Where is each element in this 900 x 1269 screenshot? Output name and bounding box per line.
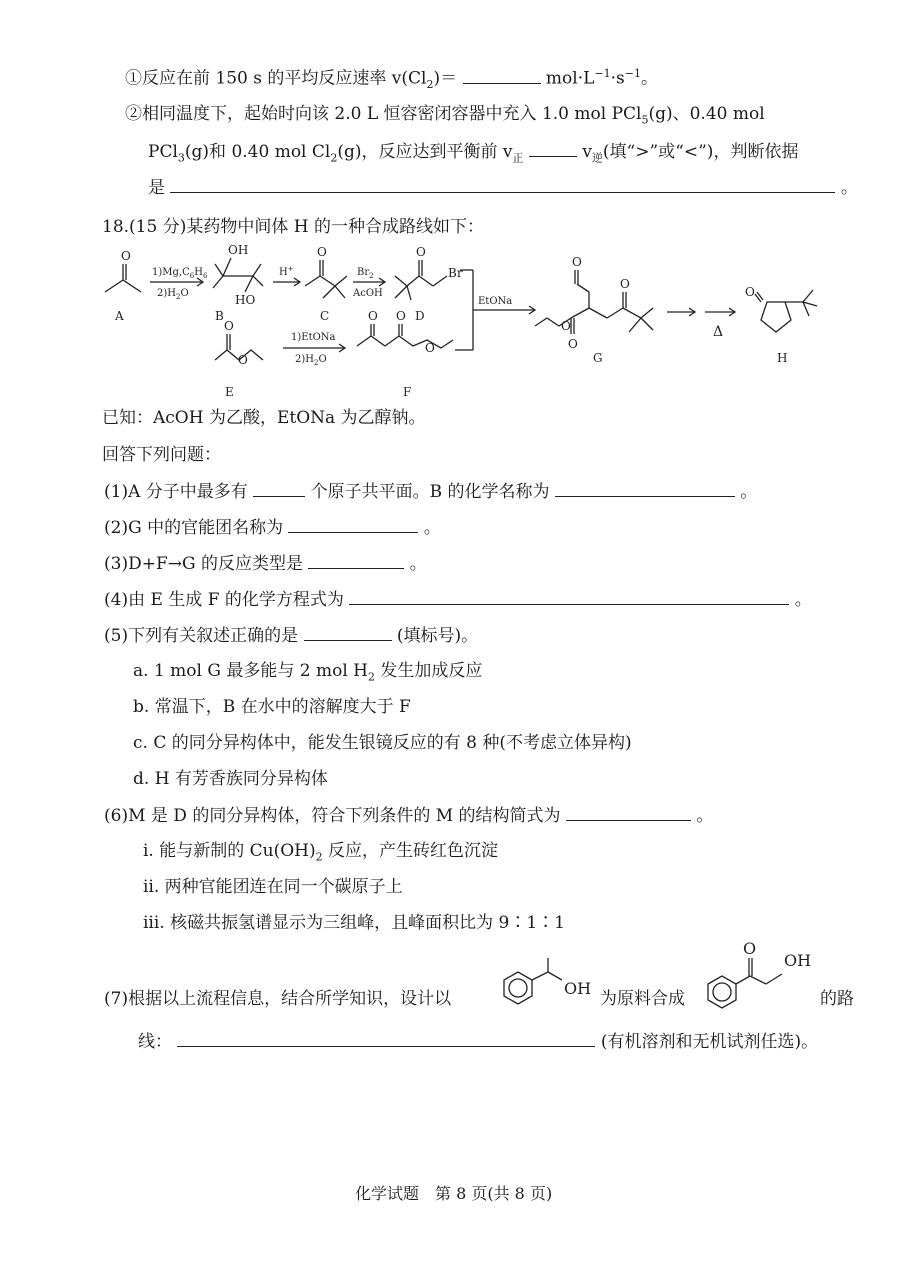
- question-5: (5)下列有关叙述正确的是 (填标号)。: [104, 626, 479, 646]
- page-footer: 化学试题 第 8 页(共 8 页): [355, 1184, 553, 1203]
- raw-material-oh: OH: [564, 979, 592, 998]
- reagent-6-heat: Δ: [713, 324, 724, 340]
- reagent-3-top: $Br_2$: [357, 267, 374, 280]
- answer-blank[interactable]: [304, 624, 392, 641]
- reagent-4-top: 1)EtONa: [291, 332, 336, 343]
- known-info: 已知：AcOH 为乙酸，EtONa 为乙醇钠。: [102, 408, 426, 428]
- answer-blank[interactable]: [288, 516, 418, 533]
- question-7-tail: 的路: [820, 989, 854, 1009]
- question-4: (4)由 E 生成 F 的化学方程式为 。: [104, 590, 812, 610]
- atom-ho-b: HO: [235, 293, 256, 307]
- target-structure: [698, 938, 818, 1020]
- atom-o-g-ester: O: [561, 319, 571, 333]
- atom-o-h: O: [745, 285, 755, 299]
- label-g: G: [593, 351, 603, 365]
- atom-oh-b: OH: [228, 243, 249, 257]
- answer-blank[interactable]: [566, 804, 691, 821]
- condition-2: ⅱ. 两种官能团连在同一个碳原子上: [143, 877, 403, 897]
- option-b[interactable]: b. 常温下，B 在水中的溶解度大于 F: [133, 697, 411, 717]
- question-2: (2)G 中的官能团名称为 。: [104, 518, 441, 538]
- atom-o-f-ester: O: [425, 341, 435, 355]
- atom-o-f2: O: [396, 309, 406, 323]
- atom-o-c: O: [317, 245, 327, 259]
- reagent-4-bottom: $2)H_2O$: [295, 354, 327, 367]
- q17-part2-line3: 是 。: [148, 178, 858, 198]
- question-7-mid: 为原料合成: [600, 989, 685, 1009]
- atom-o-e-ester: O: [238, 353, 248, 367]
- atom-o-e: O: [224, 319, 234, 333]
- answer-blank[interactable]: [253, 480, 305, 497]
- label-e: E: [225, 385, 234, 399]
- q17-part2-line2: PCl$_3$(g)和 0.40 mol $Cl_2(g)$，反应达到平衡前 $v_正$ $v_逆$(填“>”或“<”)，判断依据: [148, 142, 799, 165]
- option-d[interactable]: d. H 有芳香族同分异构体: [133, 769, 328, 789]
- answer-prompt: 回答下列问题：: [102, 445, 221, 465]
- label-a: A: [115, 309, 124, 323]
- question-6: (6)M 是 D 的同分异构体，符合下列条件的 M 的结构简式为 。: [104, 806, 714, 826]
- question-1: (1)A 分子中最多有 个原子共平面。B 的化学名称为 。: [104, 482, 758, 502]
- answer-blank[interactable]: [463, 67, 541, 84]
- atom-o-f1: O: [368, 309, 378, 323]
- synthesis-scheme: [95, 240, 855, 410]
- label-d: D: [415, 309, 425, 323]
- option-c[interactable]: c. C 的同分异构体中，能发生银镜反应的有 8 种(不考虑立体异构): [133, 733, 632, 753]
- atom-o-g1: O: [568, 337, 578, 351]
- label-b: B: [215, 309, 224, 323]
- atom-o: O: [121, 249, 131, 263]
- reagent-2: H+: [279, 265, 294, 278]
- reagent-1-top: $1)Mg,C_6H_6$: [152, 267, 208, 280]
- atom-br: Br: [448, 266, 463, 280]
- target-o: O: [743, 939, 757, 958]
- option-a[interactable]: a. 1 mol G 最多能与 2 mol $H_2$ 发生加成反应: [133, 661, 483, 684]
- atom-o-g2: O: [572, 255, 582, 269]
- condition-1: ⅰ. 能与新制的 $Cu(OH)_2$ 反应，产生砖红色沉淀: [143, 841, 499, 864]
- label-f: F: [403, 385, 412, 399]
- answer-blank[interactable]: [529, 140, 577, 157]
- label-h: H: [777, 351, 788, 365]
- q17-part2-line1: ②相同温度下，起始时向该 2.0 L 恒容密闭容器中充入 1.0 mol PCl$_5$(g)、0.40 mol: [125, 104, 765, 127]
- answer-blank[interactable]: [349, 588, 789, 605]
- answer-blank[interactable]: [177, 1030, 595, 1047]
- q18-header: 18.(15 分)某药物中间体 H 的一种合成路线如下：: [102, 217, 484, 237]
- reagent-3-bottom: AcOH: [353, 288, 383, 299]
- answer-blank[interactable]: [555, 480, 735, 497]
- question-7-route: 线： (有机溶剂和无机试剂任选)。: [138, 1032, 819, 1052]
- label-c: C: [320, 309, 330, 323]
- raw-material-structure: [492, 958, 602, 1020]
- q17-part1: ①反应在前 150 s 的平均反应速率 $v(Cl_2)= mol\cdot L^{-1}\cdot s^{-1}$。: [125, 67, 658, 92]
- atom-o-g3: O: [620, 277, 630, 291]
- reagent-5: EtONa: [478, 296, 513, 307]
- condition-3: ⅲ. 核磁共振氢谱显示为三组峰，且峰面积比为 9∶1∶1: [143, 913, 565, 933]
- atom-o-d: O: [416, 245, 426, 259]
- reagent-1-bottom: $2)H_2O$: [157, 288, 189, 301]
- answer-blank[interactable]: [308, 552, 404, 569]
- answer-blank[interactable]: [170, 176, 835, 193]
- question-3: (3)D+F→G 的反应类型是 。: [104, 554, 427, 574]
- target-oh: OH: [784, 951, 812, 970]
- question-7-lead: (7)根据以上流程信息，结合所学知识，设计以: [104, 989, 452, 1009]
